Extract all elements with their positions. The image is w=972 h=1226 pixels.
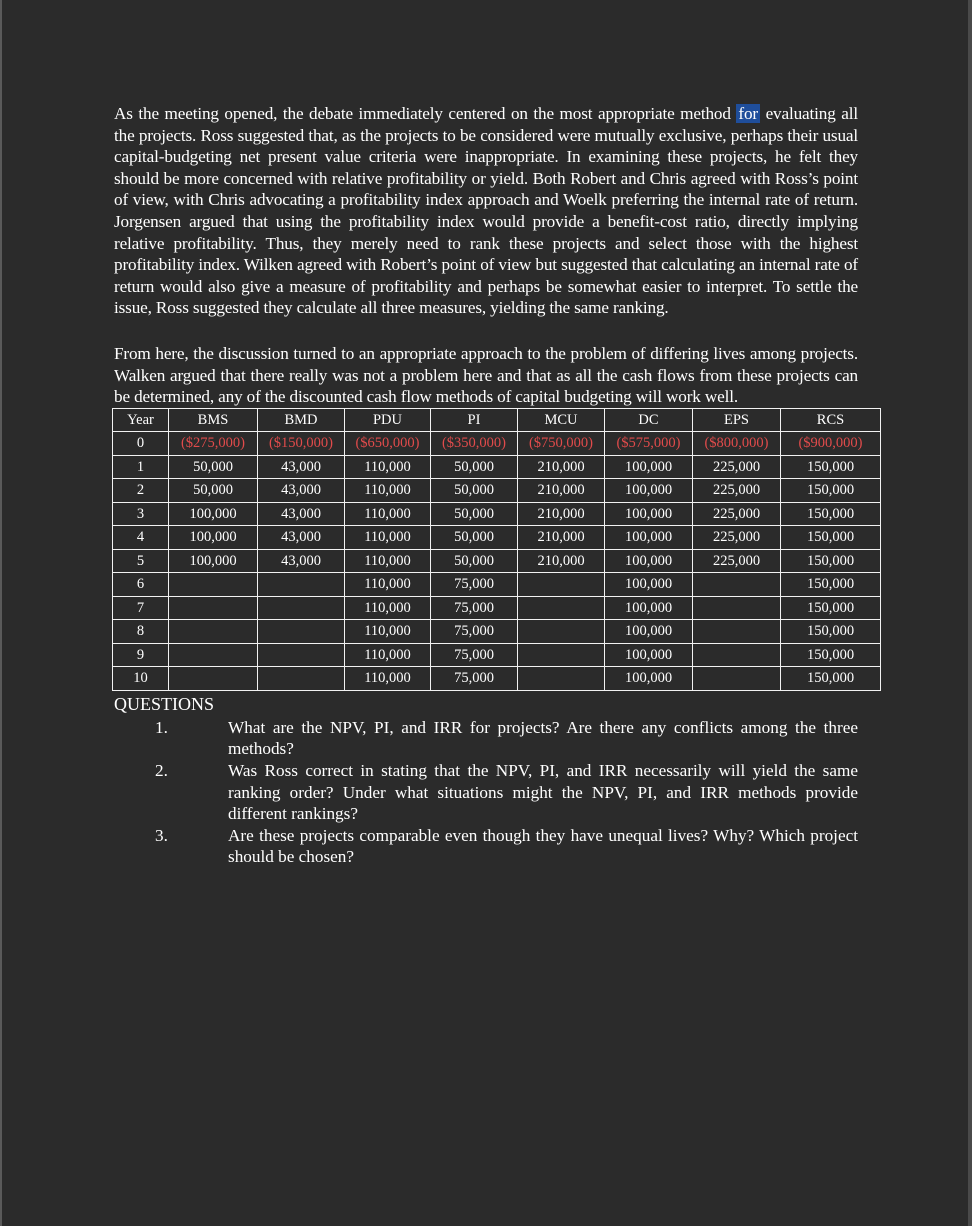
cash-flow-cell: 110,000 <box>345 620 431 644</box>
cash-flow-cell <box>693 667 781 691</box>
column-header-bms: BMS <box>169 408 258 432</box>
table-header-row <box>113 408 881 432</box>
cash-flow-cell: 50,000 <box>431 455 518 479</box>
cash-flow-cell <box>258 573 345 597</box>
cash-flow-cell: 100,000 <box>605 455 693 479</box>
year-cell: 7 <box>113 596 169 620</box>
column-header-bmd: BMD <box>258 408 345 432</box>
cash-flow-cell: 43,000 <box>258 549 345 573</box>
paragraph-differing-lives[interactable]: From here, the discussion turned to an appropriate approach to the problem of differing lives among projects. Walken argued that there really was not a problem here and that as all the cash flows from these projects can be determined, any of the discounted cash flow methods of capital budgeting will work well. <box>114 343 858 407</box>
question-item <box>114 825 858 868</box>
cash-flow-cell: 110,000 <box>345 526 431 550</box>
cash-flow-cell <box>693 643 781 667</box>
cash-flow-cell: 100,000 <box>605 667 693 691</box>
cash-flow-cell: 50,000 <box>169 479 258 503</box>
document-page <box>114 103 863 868</box>
table-row <box>113 573 881 597</box>
cash-flow-cell: 110,000 <box>345 573 431 597</box>
cash-flow-cell: 75,000 <box>431 596 518 620</box>
table-row <box>113 596 881 620</box>
cash-flow-cell: 110,000 <box>345 549 431 573</box>
year-cell: 4 <box>113 526 169 550</box>
table-row <box>113 455 881 479</box>
cash-flow-cell: 225,000 <box>693 549 781 573</box>
paragraph-text: As the meeting opened, the debate immediately centered on the most appropriate method <box>114 104 737 123</box>
cash-flow-cell <box>258 643 345 667</box>
year-cell: 0 <box>113 432 169 456</box>
cash-flow-cell: 150,000 <box>781 643 881 667</box>
year-cell: 6 <box>113 573 169 597</box>
cash-flow-cell: 110,000 <box>345 479 431 503</box>
cash-flow-cell: 50,000 <box>431 479 518 503</box>
table-body <box>113 432 881 691</box>
table-row <box>113 620 881 644</box>
paragraph-meeting[interactable] <box>114 103 858 319</box>
cash-flow-cell <box>169 620 258 644</box>
cash-flow-cell: 210,000 <box>518 549 605 573</box>
cash-flow-cell: ($575,000) <box>605 432 693 456</box>
question-item <box>114 760 858 825</box>
cash-flow-cell: 225,000 <box>693 502 781 526</box>
cash-flow-cell: ($350,000) <box>431 432 518 456</box>
cash-flow-cell: 50,000 <box>169 455 258 479</box>
cash-flow-cell: 210,000 <box>518 502 605 526</box>
cash-flow-cell: ($275,000) <box>169 432 258 456</box>
cash-flow-cell: 225,000 <box>693 479 781 503</box>
cash-flow-cell <box>518 620 605 644</box>
cash-flow-cell: 100,000 <box>605 502 693 526</box>
cash-flow-cell: ($650,000) <box>345 432 431 456</box>
cash-flow-cell: 100,000 <box>605 620 693 644</box>
question-item <box>114 717 858 760</box>
cash-flow-cell: 75,000 <box>431 643 518 667</box>
cash-flow-cell: 150,000 <box>781 479 881 503</box>
cash-flow-cell: 100,000 <box>169 502 258 526</box>
column-header-mcu: MCU <box>518 408 605 432</box>
year-cell: 3 <box>113 502 169 526</box>
cash-flow-cell: ($800,000) <box>693 432 781 456</box>
column-header-year: Year <box>113 408 169 432</box>
cash-flow-cell: 110,000 <box>345 502 431 526</box>
cash-flow-cell <box>693 620 781 644</box>
cash-flow-cell: 210,000 <box>518 479 605 503</box>
questions-heading: QUESTIONS <box>114 693 215 714</box>
table-row <box>113 479 881 503</box>
cash-flow-cell: 100,000 <box>605 573 693 597</box>
cash-flow-cell: 75,000 <box>431 620 518 644</box>
cash-flow-cell: ($150,000) <box>258 432 345 456</box>
cash-flow-cell: ($900,000) <box>781 432 881 456</box>
cash-flow-cell: 100,000 <box>605 549 693 573</box>
cash-flow-cell: 100,000 <box>169 549 258 573</box>
cash-flow-cell: 50,000 <box>431 502 518 526</box>
selected-text-highlight[interactable]: for <box>738 104 758 123</box>
year-cell: 10 <box>113 667 169 691</box>
paragraph-text-continued: evaluating all the projects. Ross suggested that, as the projects to be considered were mutually exclusive, perhaps their usual capital-budgeting net present value criteria were inappropriate. In examining these projects, he felt they should be more concerned with relative profitability or yield. Both Robert and Chris agreed with Ross’s point of view, with Chris advocating a profitability index approach and Woelk preferring the internal rate of return. Jorgensen argued that using the profitability index would provide a benefit-cost ratio, directly implying relative profitability. Thus, they merely need to rank these projects and select those with the highest profitability index. Wilken agreed with Robert’s point of view but suggested that calculating an internal rate of return would also give a measure of profitability and perhaps be somewhat easier to interpret. To settle the issue, Ross suggested they calculate all three measures, yielding the same ranking. <box>114 104 858 318</box>
cash-flow-cell: 110,000 <box>345 455 431 479</box>
cash-flow-cell: 225,000 <box>693 526 781 550</box>
cash-flow-cell <box>258 667 345 691</box>
cash-flow-cell: 150,000 <box>781 502 881 526</box>
cash-flow-cell: 100,000 <box>605 596 693 620</box>
cash-flow-cell: 150,000 <box>781 573 881 597</box>
cash-flow-cell: 225,000 <box>693 455 781 479</box>
cash-flow-cell: 110,000 <box>345 596 431 620</box>
cash-flow-cell: 150,000 <box>781 620 881 644</box>
column-header-pdu: PDU <box>345 408 431 432</box>
cash-flow-cell <box>258 620 345 644</box>
column-header-eps: EPS <box>693 408 781 432</box>
cash-flow-cell <box>518 596 605 620</box>
cash-flow-cell: 43,000 <box>258 455 345 479</box>
cash-flow-cell: 110,000 <box>345 643 431 667</box>
year-cell: 5 <box>113 549 169 573</box>
cash-flow-cell <box>518 667 605 691</box>
cash-flow-cell: 75,000 <box>431 667 518 691</box>
table-row <box>113 502 881 526</box>
year-cell: 8 <box>113 620 169 644</box>
cash-flow-cell: 100,000 <box>605 526 693 550</box>
cash-flow-cell: 50,000 <box>431 526 518 550</box>
cash-flow-cell: 150,000 <box>781 526 881 550</box>
question-text[interactable]: What are the NPV, PI, and IRR for projects? Are there any conflicts among the three methods? <box>228 717 858 759</box>
cash-flow-cell: 150,000 <box>781 455 881 479</box>
cash-flow-cell: 75,000 <box>431 573 518 597</box>
cash-flow-cell: 110,000 <box>345 667 431 691</box>
question-number: 2. <box>155 760 168 780</box>
questions-list <box>114 717 858 868</box>
cash-flow-cell: 43,000 <box>258 526 345 550</box>
year-cell: 1 <box>113 455 169 479</box>
column-header-dc: DC <box>605 408 693 432</box>
column-header-rcs: RCS <box>781 408 881 432</box>
question-number: 3. <box>155 825 168 845</box>
question-number: 1. <box>155 717 168 737</box>
cash-flow-cell: 210,000 <box>518 526 605 550</box>
cash-flow-cell: 210,000 <box>518 455 605 479</box>
cash-flow-cell: 100,000 <box>605 479 693 503</box>
cash-flow-cell: 100,000 <box>169 526 258 550</box>
table-row <box>113 667 881 691</box>
cash-flow-cell <box>693 573 781 597</box>
cash-flow-cell <box>169 667 258 691</box>
cash-flow-cell: 150,000 <box>781 596 881 620</box>
cash-flow-cell <box>169 573 258 597</box>
cash-flow-cell: 50,000 <box>431 549 518 573</box>
cash-flow-cell <box>518 573 605 597</box>
cash-flow-cell: 150,000 <box>781 667 881 691</box>
cash-flow-cell <box>258 596 345 620</box>
cash-flow-cell <box>169 643 258 667</box>
cash-flow-cell: ($750,000) <box>518 432 605 456</box>
table-row <box>113 549 881 573</box>
column-header-pi: PI <box>431 408 518 432</box>
table-row <box>113 432 881 456</box>
cash-flow-cell <box>518 643 605 667</box>
question-text[interactable]: Are these projects comparable even though they have unequal lives? Why? Which project should be chosen? <box>228 825 858 867</box>
year-cell: 2 <box>113 479 169 503</box>
window-left-edge <box>0 0 2 1226</box>
cash-flow-cell: 100,000 <box>605 643 693 667</box>
table-row <box>113 643 881 667</box>
table-row <box>113 526 881 550</box>
cash-flow-cell: 43,000 <box>258 479 345 503</box>
window-scrollbar-edge <box>968 0 972 1226</box>
cash-flow-table <box>112 408 881 691</box>
cash-flow-cell <box>693 596 781 620</box>
year-cell: 9 <box>113 643 169 667</box>
cash-flow-cell: 43,000 <box>258 502 345 526</box>
cash-flow-cell: 150,000 <box>781 549 881 573</box>
cash-flow-cell <box>169 596 258 620</box>
question-text[interactable]: Was Ross correct in stating that the NPV, PI, and IRR necessarily will yield the same ranking order? Under what situations might the NPV, PI, and IRR methods provide different rankings? <box>228 760 858 824</box>
